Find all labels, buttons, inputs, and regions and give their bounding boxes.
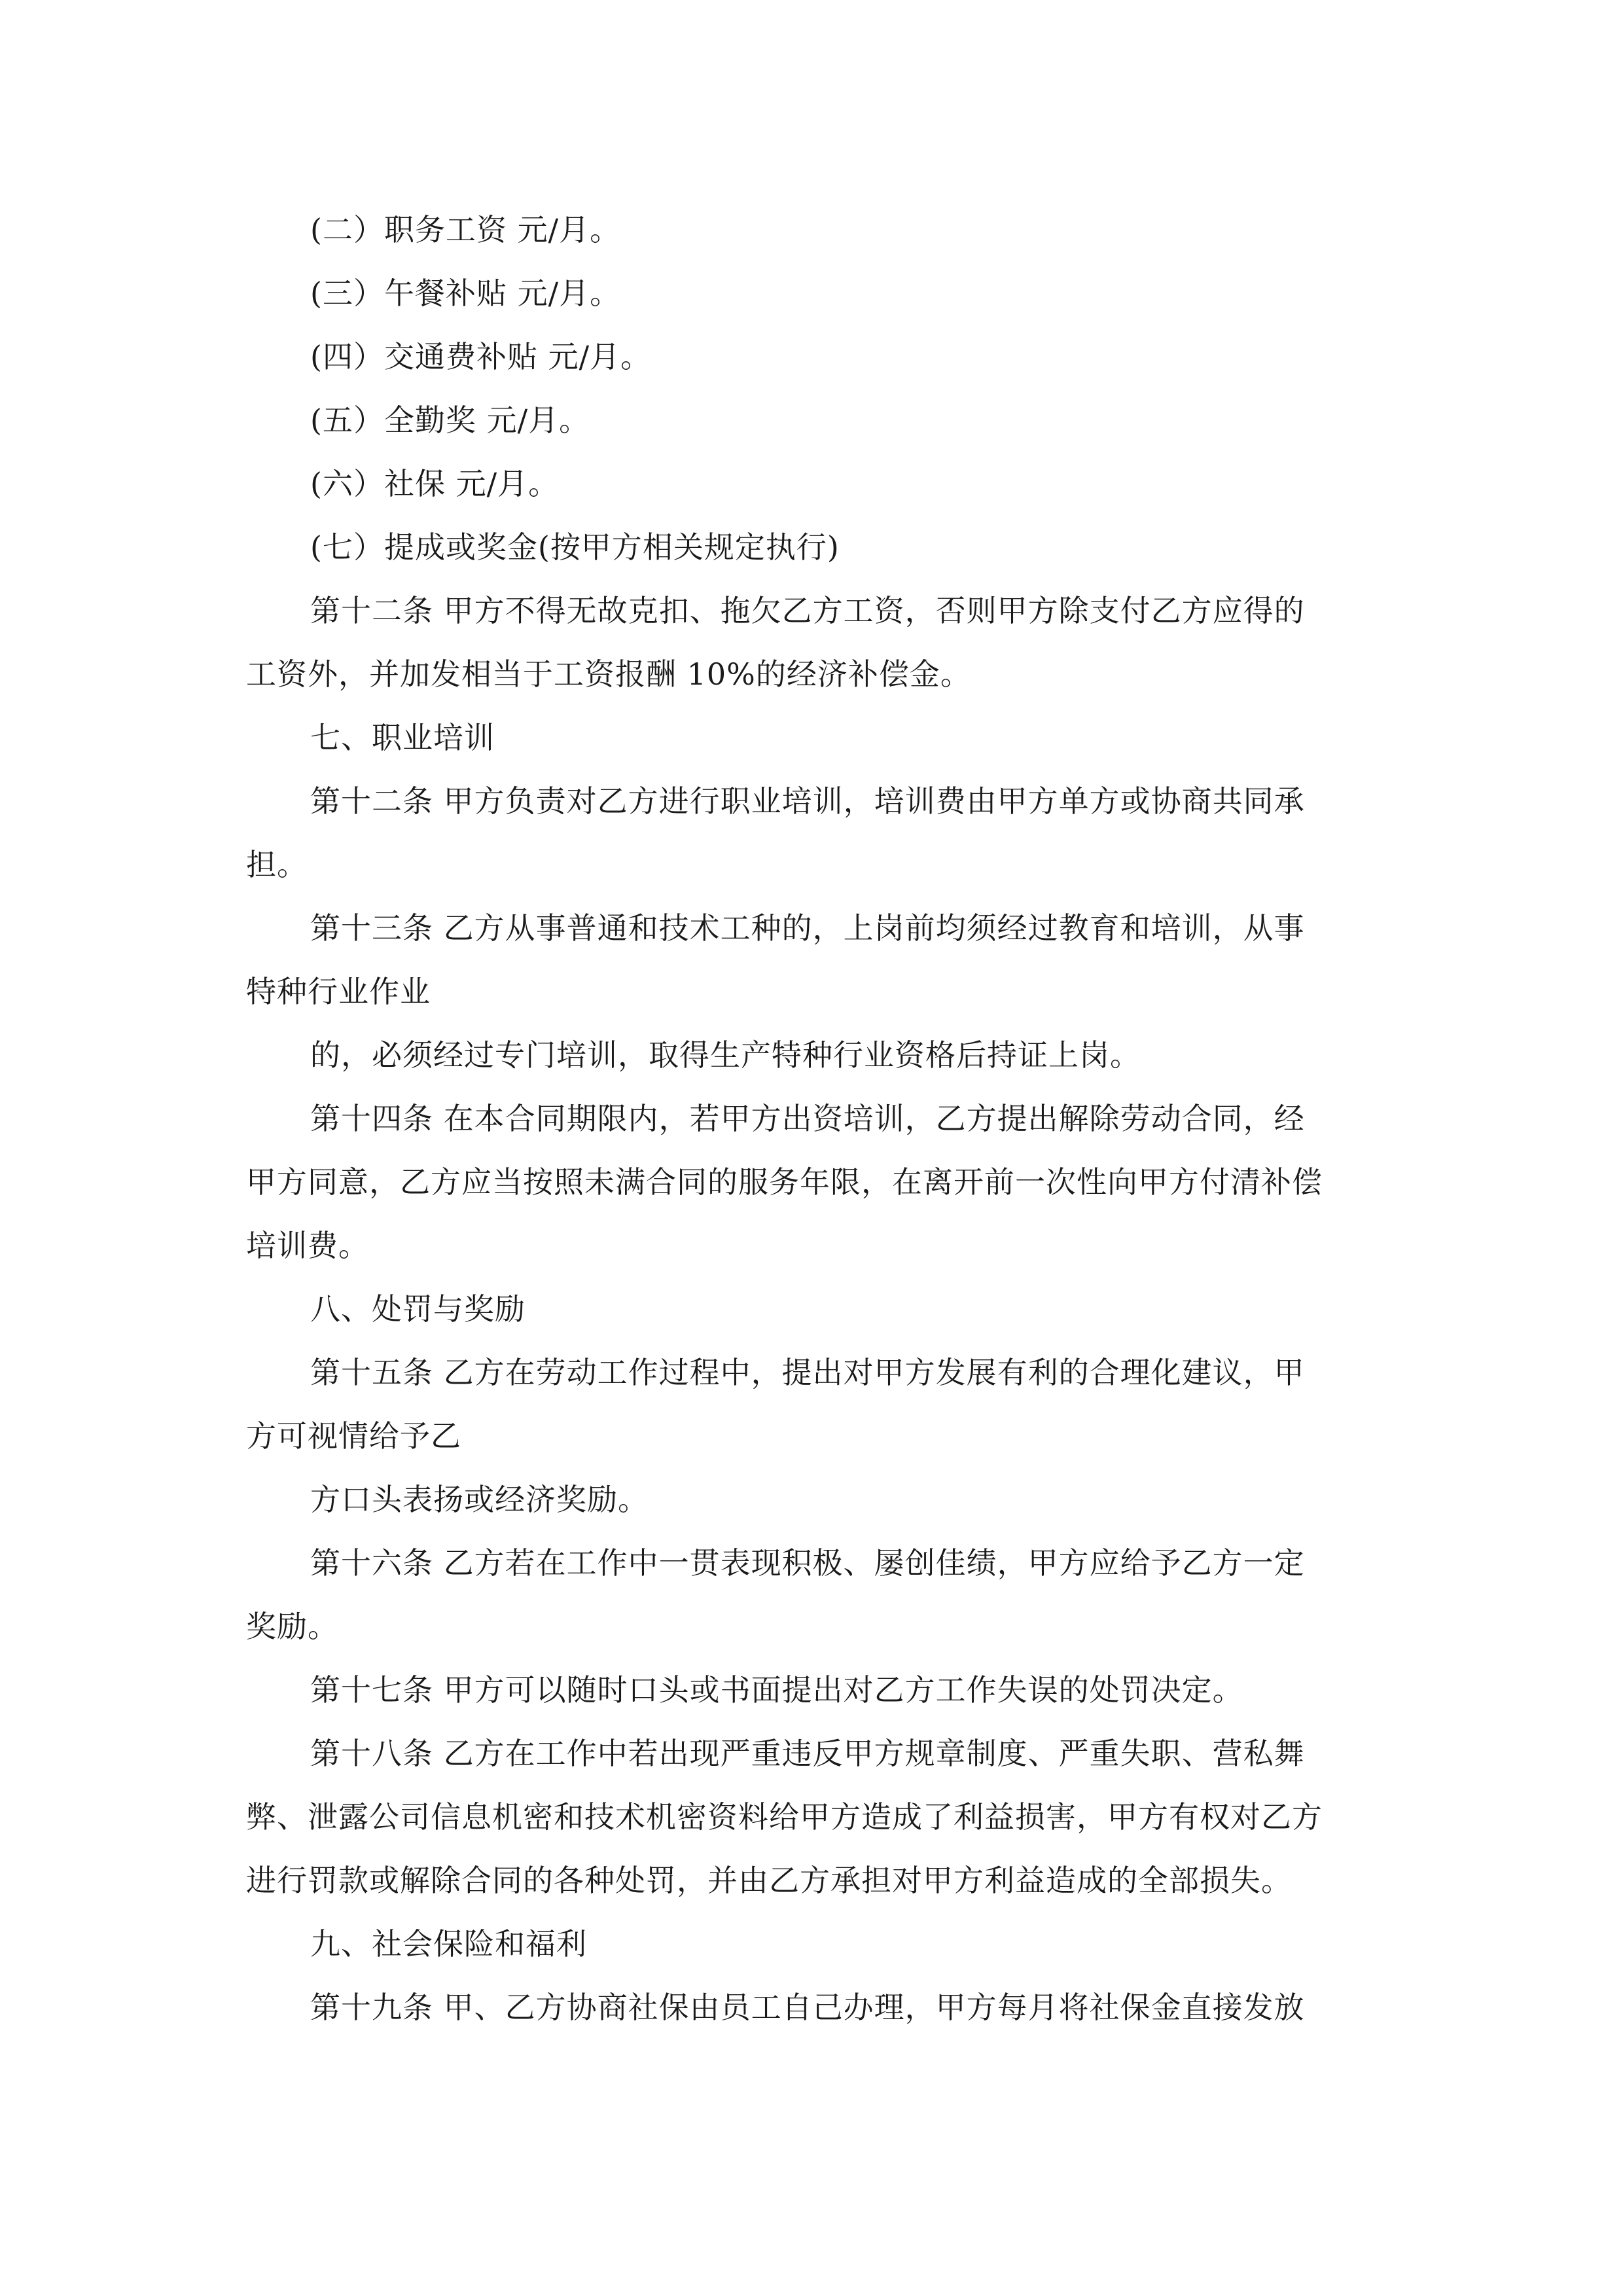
article-12-wages-line-1: 第十二条 甲方不得无故克扣、拖欠乙方工资，否则甲方除支付乙方应得的	[310, 593, 1305, 628]
article-19-line-1: 第十九条 甲、乙方协商社保由员工自己办理，甲方每月将社保金直接发放	[310, 1990, 1305, 2025]
section-heading-training: 七、职业培训	[310, 720, 495, 755]
article-14-line-1: 第十四条 在本合同期限内，若甲方出资培训，乙方提出解除劳动合同，经	[310, 1101, 1305, 1136]
wage-item-social-insurance: (六）社保 元/月。	[310, 466, 560, 501]
article-16-line-2: 奖励。	[246, 1609, 338, 1644]
section-heading-social-insurance: 九、社会保险和福利	[310, 1926, 587, 1962]
article-15-line-1: 第十五条 乙方在劳动工作过程中，提出对甲方发展有利的合理化建议，甲	[310, 1355, 1305, 1390]
article-13-line-3: 的，必须经过专门培训，取得生产特种行业资格后持证上岗。	[310, 1037, 1141, 1073]
article-18-line-3: 进行罚款或解除合同的各种处罚，并由乙方承担对甲方利益造成的全部损失。	[246, 1863, 1292, 1898]
article-15-line-3: 方口头表扬或经济奖励。	[310, 1482, 649, 1517]
wage-item-transport: (四）交通费补贴 元/月。	[310, 339, 652, 374]
wage-item-position: (二）职务工资 元/月。	[310, 212, 621, 247]
article-12-wages-line-2: 工资外，并加发相当于工资报酬 10%的经济补偿金。	[246, 656, 971, 692]
article-13-line-2: 特种行业作业	[246, 974, 431, 1009]
article-12-training-line-1: 第十二条 甲方负责对乙方进行职业培训，培训费由甲方单方或协商共同承	[310, 783, 1305, 819]
article-18-line-2: 弊、泄露公司信息机密和技术机密资料给甲方造成了利益损害，甲方有权对乙方	[246, 1799, 1323, 1835]
article-14-line-2: 甲方同意，乙方应当按照未满合同的服务年限，在离开前一次性向甲方付清补偿	[246, 1164, 1323, 1200]
wage-item-attendance: (五）全勤奖 元/月。	[310, 403, 590, 438]
article-18-line-1: 第十八条 乙方在工作中若出现严重违反甲方规章制度、严重失职、营私舞	[310, 1736, 1305, 1771]
section-heading-penalties-rewards: 八、处罚与奖励	[310, 1291, 526, 1327]
wage-item-bonus: (七）提成或奖金(按甲方相关规定执行)	[310, 529, 840, 565]
article-15-line-2: 方可视情给予乙	[246, 1418, 461, 1454]
article-12-training-line-2: 担。	[246, 847, 308, 882]
article-16-line-1: 第十六条 乙方若在工作中一贯表现积极、屡创佳绩，甲方应给予乙方一定	[310, 1545, 1305, 1581]
article-17-line-1: 第十七条 甲方可以随时口头或书面提出对乙方工作失误的处罚决定。	[310, 1672, 1243, 1708]
article-14-line-3: 培训费。	[246, 1228, 369, 1263]
article-13-line-1: 第十三条 乙方从事普通和技术工种的，上岗前均须经过教育和培训，从事	[310, 910, 1305, 946]
wage-item-lunch: (三）午餐补贴 元/月。	[310, 276, 621, 311]
